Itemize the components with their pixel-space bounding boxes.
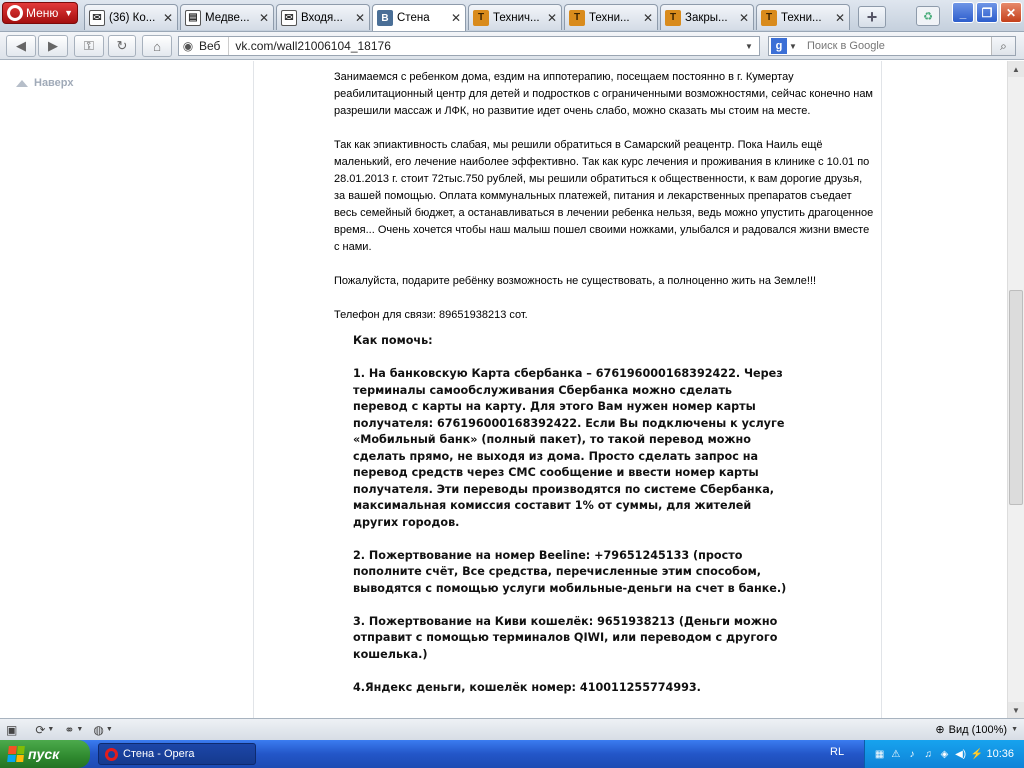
network-icon[interactable]: ▦ <box>874 748 885 760</box>
system-tray <box>864 740 1024 768</box>
how-to-help-title: Как помочь: <box>353 334 433 347</box>
opera-logo-icon <box>105 748 118 761</box>
help-line: получателя. Эти переводы производятся по системе Сбербанка, <box>353 482 775 496</box>
restore-button[interactable]: ❐ <box>976 2 998 23</box>
window-close-button[interactable]: ✕ <box>1000 2 1022 23</box>
help-line: выводятся с помощью услуги мобильные-деньги на счет в банке.) <box>353 581 787 595</box>
windows-logo-icon <box>7 746 25 762</box>
wall-post <box>253 61 882 718</box>
google-icon[interactable]: g <box>771 38 787 54</box>
search-input[interactable]: Поиск в Google <box>807 40 885 52</box>
help-line: пополните счёт, Все средства, перечисленные этим способом, <box>353 565 762 578</box>
panel-toggle-icon[interactable]: ▣ <box>6 722 18 737</box>
taskbar-item-opera[interactable] <box>98 743 256 765</box>
forum-icon: T <box>665 10 681 26</box>
start-label: пуск <box>28 746 60 762</box>
close-icon[interactable]: ✕ <box>354 10 365 25</box>
minimize-button[interactable]: _ <box>952 2 974 23</box>
scrollbar-thumb[interactable] <box>1009 290 1023 505</box>
help-item-yandex <box>353 680 773 697</box>
close-icon[interactable]: ✕ <box>834 10 845 25</box>
help-line: 1. На банковскую Карта сбербанка – 676196000168392422. Через <box>353 367 783 380</box>
chevron-down-icon: ▼ <box>64 8 73 18</box>
vertical-scrollbar[interactable] <box>1007 61 1024 718</box>
help-line: максимальная комиссия составит 1% от суммы, для жителей <box>353 499 752 512</box>
help-line: кошелька.) <box>353 647 428 661</box>
task-label: Стена - Opera <box>123 748 195 760</box>
chevron-down-icon[interactable]: ▼ <box>745 41 753 51</box>
arrow-up-icon <box>16 80 28 87</box>
help-line: перевод средств через СМС сообщение и ввести номер карты <box>353 466 759 479</box>
magnifier-icon: ⊕ <box>935 724 945 736</box>
tab-label: Медве... <box>205 11 250 24</box>
tab-label: Техни... <box>781 11 822 24</box>
reload-button[interactable] <box>108 35 136 57</box>
contact-phone: Телефон для связи: 89651938213 сот. <box>334 309 528 321</box>
address-toolbar <box>0 32 1024 60</box>
help-line: получателя: 676196000168392422. Если Вы подключены к услуге <box>353 416 785 430</box>
menu-label: Меню <box>26 6 59 20</box>
zoom-control[interactable] <box>935 723 1018 736</box>
tab-forum-2[interactable] <box>564 4 658 30</box>
tab-label: (36) Ко... <box>109 11 156 24</box>
opera-logo-icon <box>7 5 23 21</box>
tab-forum-4[interactable] <box>756 4 850 30</box>
tab-label: Закры... <box>685 11 728 24</box>
help-line: 4.Яндекс деньги, кошелёк номер: 410011255774993. <box>353 680 701 694</box>
scroll-to-top-button[interactable] <box>16 77 74 89</box>
help-item-beeline <box>353 548 787 598</box>
close-icon[interactable]: ✕ <box>450 11 461 25</box>
tab-forum-1[interactable] <box>468 4 562 30</box>
sound-icon[interactable]: ♫ <box>924 748 932 760</box>
url-text[interactable]: vk.com/wall21006104_18176 <box>235 39 391 53</box>
post-paragraph: Так как эпиактивность слабая, мы решили обратиться в Самарский реацентр. Пока Наиль ещё маленький, его лечение наиболее эффективно. Так как курс лечения и проживания в клинике с 10.01 по 28.01.2013 г. стоит 72тыс.750 рублей, мы решили обратиться к общественности, к вам дорогие друзья, за вашей помощью. Оплата коммунальных платежей, питания и лекарственных препаратов съедает весь семейный бюджет, а останавливаться в лечении ребенка нельзя, ведь можно упустить драгоценное время... Очень хочется чтобы наш малыш пошел своими ножками, улыбался и радовался жизни вместе с нами. <box>334 139 874 253</box>
security-warning-icon[interactable]: ⚠ <box>891 748 901 760</box>
scheme-label: Веб <box>197 37 229 55</box>
chevron-down-icon[interactable]: ▼ <box>1011 726 1018 733</box>
status-bar <box>0 718 1024 740</box>
forum-icon: T <box>761 10 777 26</box>
speaker-icon[interactable]: ◀) <box>955 748 967 760</box>
post-paragraph: Пожалуйста, подарите ребёнку возможность не существовать, а полноценно жить на Земле!!! <box>334 275 817 287</box>
mail-icon: ✉ <box>89 10 105 26</box>
tab-label: Технич... <box>493 11 540 24</box>
back-button[interactable] <box>6 35 36 57</box>
help-line: 3. Пожертвование на Киви кошелёк: 9651938213 (Деньги можно <box>353 614 778 628</box>
trash-icon[interactable]: ♻ <box>916 6 940 26</box>
help-line: «Мобильный банк» (полный пакет), то такой перевод можно <box>353 433 751 446</box>
close-icon[interactable]: ✕ <box>546 10 557 25</box>
address-field[interactable] <box>178 36 760 56</box>
home-button[interactable] <box>142 35 172 57</box>
document-icon: ▤ <box>185 10 201 26</box>
scroll-up-arrow[interactable]: ▲ <box>1008 61 1024 77</box>
globe-icon: ◉ <box>182 39 194 53</box>
search-icon[interactable]: ⌕ <box>991 37 1015 55</box>
help-line: терминалы самообслуживания Сбербанка можно сделать <box>353 383 732 397</box>
tab-label: Входя... <box>301 11 343 24</box>
sync-icon[interactable]: ⟳ ▼ <box>35 722 55 737</box>
windows-taskbar <box>0 740 1024 768</box>
page-viewport <box>0 61 1007 718</box>
forum-icon: T <box>473 10 489 26</box>
arrow-right-icon: ▶ <box>48 38 58 53</box>
close-icon[interactable]: ✕ <box>642 10 653 25</box>
volume-mute-icon[interactable]: ♪ <box>909 748 915 760</box>
scroll-down-arrow[interactable]: ▼ <box>1008 702 1024 718</box>
arrow-left-icon: ◀ <box>16 38 26 53</box>
chevron-down-icon[interactable]: ▼ <box>789 41 797 51</box>
unite-icon[interactable]: ⚭ ▼ <box>64 722 84 737</box>
left-sidebar <box>0 61 253 718</box>
post-text <box>334 69 874 341</box>
search-field[interactable] <box>768 36 1016 56</box>
tab-mail-1[interactable] <box>84 4 178 30</box>
forward-button[interactable] <box>38 35 68 57</box>
help-line: сделать прямо, не выходя из дома. Просто сделать запрос на <box>353 449 759 463</box>
close-icon[interactable]: ✕ <box>738 10 749 25</box>
zoom-label: Вид (100%) <box>948 723 1008 736</box>
language-indicator[interactable]: RL <box>830 746 845 758</box>
close-icon[interactable]: ✕ <box>162 10 173 25</box>
reload-icon: ↻ <box>116 38 128 53</box>
clock[interactable]: 10:36 <box>986 748 1014 760</box>
post-paragraph: Занимаемся с ребенком дома, ездим на иппотерапию, посещаем постоянно в г. Кумертау реабилитационный центр для детей и подростков с ограниченными возможностями, сейчас конечно нам разрешили массаж и ЛФК, но развитие идет очень слабо, можно сказать мы стоим на месте. <box>334 71 873 117</box>
tab-bar <box>0 0 1024 32</box>
home-icon: ⌂ <box>153 38 161 54</box>
help-item-sberbank <box>353 366 785 531</box>
start-button[interactable] <box>0 740 90 768</box>
key-icon: ⚿ <box>84 38 94 53</box>
power-icon[interactable]: ⚡ <box>970 748 984 760</box>
vk-icon: B <box>377 10 393 26</box>
new-tab-button[interactable]: + <box>858 6 886 28</box>
how-to-help-image <box>353 333 787 713</box>
close-icon[interactable]: ✕ <box>258 10 269 25</box>
help-item-qiwi <box>353 614 778 664</box>
opera-menu-button[interactable] <box>2 2 78 24</box>
help-line: перевод с карты на карту. Для этого Вам нужен номер карты <box>353 400 756 413</box>
tab-label: Техни... <box>589 11 630 24</box>
turbo-icon[interactable]: ◍ ▼ <box>93 722 113 737</box>
wand-button[interactable] <box>74 35 104 57</box>
tab-label: Стена <box>397 12 430 24</box>
tab-document[interactable] <box>180 4 274 30</box>
tab-vk-wall[interactable] <box>372 4 466 31</box>
forum-icon: T <box>569 10 585 26</box>
scroll-to-top-label: Наверх <box>34 77 74 89</box>
help-line: отправит с помощью терминалов QIWI, или переводом с другого <box>353 631 778 644</box>
nvidia-icon[interactable]: ◈ <box>940 748 949 760</box>
help-line: других городов. <box>353 515 460 529</box>
window-controls <box>952 2 1022 23</box>
help-line: 2. Пожертвование на номер Beeline: +79651245133 (просто <box>353 548 743 562</box>
tab-strip <box>84 4 886 30</box>
tab-forum-3[interactable] <box>660 4 754 30</box>
tab-mail-2[interactable] <box>276 4 370 30</box>
mail-icon: ✉ <box>281 10 297 26</box>
